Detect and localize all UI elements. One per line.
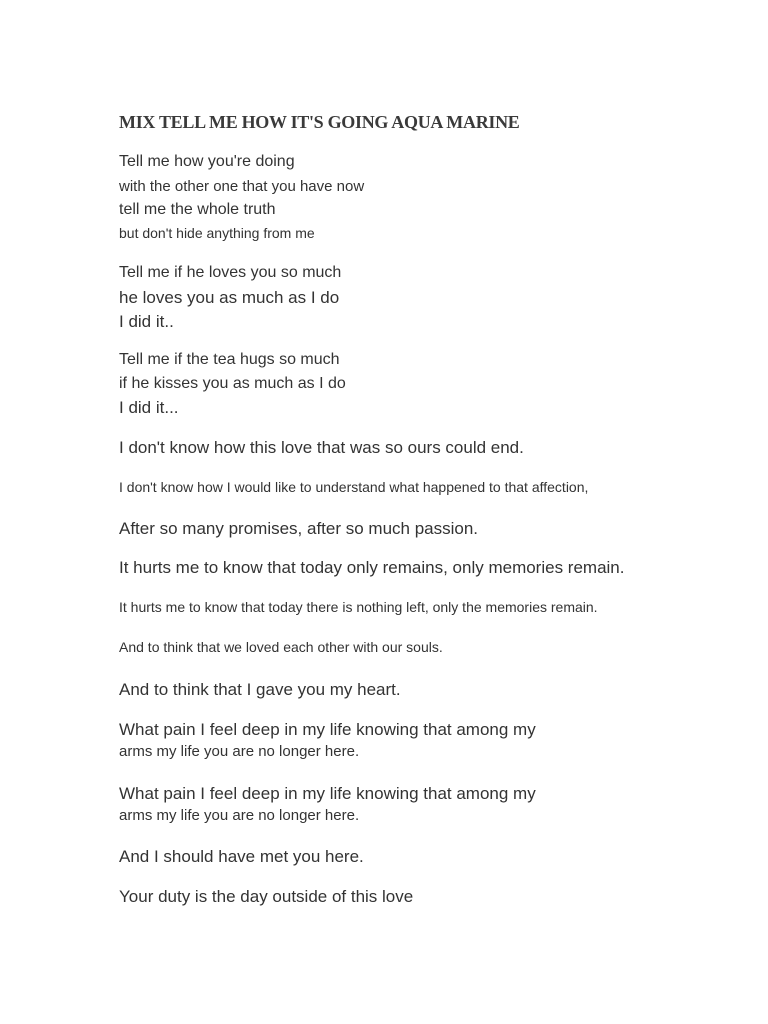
lyric-line: tell me the whole truth [119, 201, 276, 218]
lyric-line: It hurts me to know that today there is nothing left, only the memories remain. [119, 599, 598, 615]
lyric-line: And to think that we loved each other with our souls. [119, 639, 443, 655]
lyric-line: Tell me how you're doing [119, 153, 295, 170]
lyric-line: he loves you as much as I do [119, 288, 340, 307]
lyric-line: I don't know how I would like to understand what happened to that affection, [119, 479, 589, 495]
lyric-line: And I should have met you here. [119, 847, 364, 866]
lyric-line: arms my life you are no longer here. [119, 743, 360, 760]
lyric-line: What pain I feel deep in my life knowing that among my [119, 720, 536, 739]
lyric-line: with the other one that you have now [119, 178, 365, 195]
lyric-line: What pain I feel deep in my life knowing that among my [119, 784, 536, 803]
lyric-line: It hurts me to know that today only remains, only memories remain. [119, 558, 625, 577]
lyric-line: if he kisses you as much as I do [119, 375, 346, 392]
lyric-line: After so many promises, after so much passion. [119, 519, 479, 538]
lyric-line: I did it.. [119, 312, 174, 331]
lyric-line: I don't know how this love that was so ours could end. [119, 438, 524, 457]
lyric-line: but don't hide anything from me [119, 225, 315, 241]
lyric-line: And to think that I gave you my heart. [119, 680, 401, 699]
lyric-line: Tell me if the tea hugs so much [119, 351, 340, 368]
lyric-line: Your duty is the day outside of this love [119, 887, 414, 906]
lyric-line: I did it... [119, 398, 179, 417]
document-title: MIX TELL ME HOW IT'S GOING AQUA MARINE [119, 112, 520, 132]
lyric-line: arms my life you are no longer here. [119, 807, 360, 824]
lyric-line: Tell me if he loves you so much [119, 264, 342, 281]
